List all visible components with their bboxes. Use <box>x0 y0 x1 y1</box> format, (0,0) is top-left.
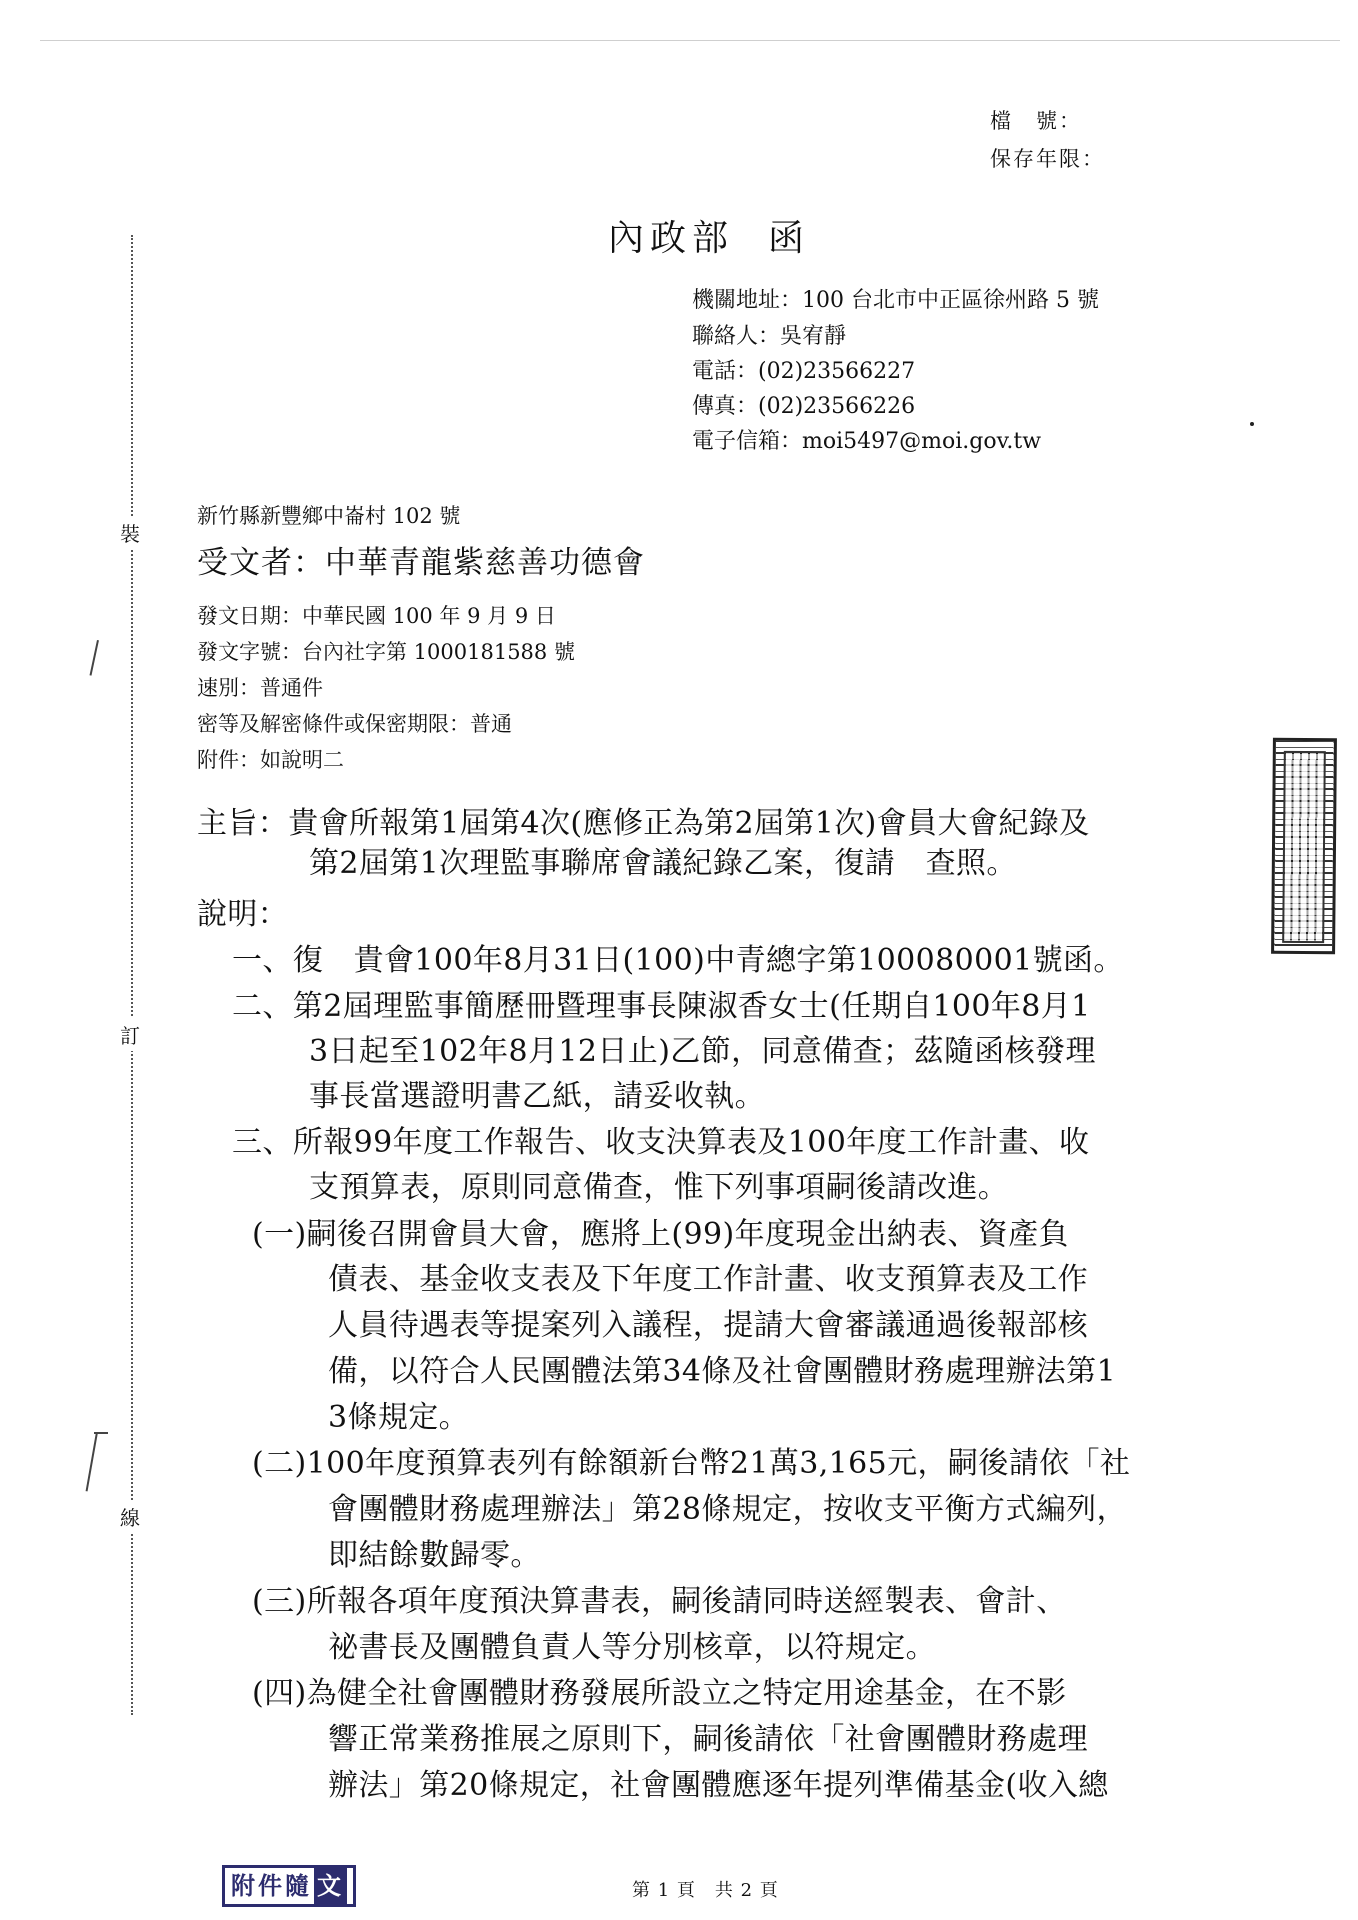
attachment-stamp-text: 附件隨 <box>231 1871 312 1900</box>
item-1: 一、復 貴會100年8月31日(100)中青總字第100080001號函。 <box>232 943 1124 978</box>
sub-item-4-line-1: (四)為健全社會團體財務發展所設立之特定用途基金，在不影 <box>252 1676 1067 1711</box>
agency-address: 機關地址：100 台北市中正區徐州路 5 號 <box>692 288 1099 313</box>
binding-mark-zhuang: 裝 <box>120 516 140 549</box>
document-type: 函 <box>768 218 811 259</box>
document-title <box>608 210 810 261</box>
page-number: 第 1 頁 共 2 頁 <box>632 1880 779 1901</box>
recipient-name: 受文者：中華青龍紫慈善功德會 <box>197 545 645 581</box>
sub-item-1-line-1: (一)嗣後召開會員大會，應將上(99)年度現金出納表、資產負 <box>252 1217 1069 1252</box>
binding-dotted-line <box>131 235 133 1715</box>
binding-mark-xian: 線 <box>120 1500 140 1533</box>
retention-period-label: 保存年限： <box>990 147 1105 171</box>
sub-item-4-line-3: 辦法」第20條規定，社會團體應逐年提列準備基金(收入總 <box>328 1768 1109 1803</box>
contact-email: 電子信箱：moi5497@moi.gov.tw <box>692 429 1042 454</box>
delivery-speed: 速別：普通件 <box>197 676 323 700</box>
explanation-label: 說明： <box>197 897 289 932</box>
sub-item-3-line-2: 祕書長及團體負責人等分別核章，以符規定。 <box>328 1630 936 1665</box>
sub-item-1-line-5: 3條規定。 <box>328 1400 470 1435</box>
file-number-label: 檔 號： <box>990 109 1082 133</box>
item-2-line-3: 事長當選證明書乙紙，請妥收執。 <box>309 1079 765 1114</box>
attachment-note: 附件：如說明二 <box>197 748 344 772</box>
item-2-line-1: 二、第2屆理監事簡歷冊暨理事長陳淑香女士(任期自100年8月1 <box>232 989 1091 1024</box>
speck <box>1250 422 1254 426</box>
document-number: 發文字號：台內社字第 1000181588 號 <box>197 640 575 664</box>
sub-item-2-line-1: (二)100年度預算表列有餘額新台幣21萬3,165元，嗣後請依「社 <box>252 1446 1131 1481</box>
scan-edge-line <box>40 40 1340 41</box>
sub-item-2-line-3: 即結餘數歸零。 <box>328 1538 541 1573</box>
item-3-line-2: 支預算表，原則同意備查，惟下列事項嗣後請改進。 <box>309 1170 1009 1205</box>
contact-person: 聯絡人：吳宥靜 <box>692 324 847 349</box>
subject-line-2: 第2屆第1次理監事聯席會議紀錄乙案，復請 查照。 <box>309 846 1017 881</box>
ministry-name: 內政部 <box>608 218 735 259</box>
classification-level: 密等及解密條件或保密期限：普通 <box>197 712 512 736</box>
sub-item-3-line-1: (三)所報各項年度預決算書表，嗣後請同時送經製表、會計、 <box>252 1584 1067 1619</box>
attachment-enclosed-stamp <box>222 1865 356 1907</box>
receipt-stamp <box>1271 738 1337 955</box>
contact-fax: 傳真：(02)23566226 <box>692 394 916 419</box>
sub-item-2-line-2: 會團體財務處理辦法」第28條規定，按收支平衡方式編列， <box>328 1492 1127 1527</box>
sub-item-1-line-3: 人員待遇表等提案列入議程，提請大會審議通過後報部核 <box>328 1308 1088 1343</box>
attachment-stamp-last-char: 文 <box>314 1868 347 1904</box>
contact-phone: 電話：(02)23566227 <box>692 359 916 384</box>
staple-mark <box>94 1432 108 1434</box>
sub-item-1-line-4: 備，以符合人民團體法第34條及社會團體財務處理辦法第1 <box>328 1354 1117 1389</box>
recipient-address: 新竹縣新豐鄉中崙村 102 號 <box>197 504 461 528</box>
staple-mark <box>90 640 99 676</box>
item-2-line-2: 3日起至102年8月12日止)乙節，同意備查；茲隨函核發理 <box>309 1034 1096 1069</box>
binding-mark-ding: 訂 <box>120 1018 140 1051</box>
sub-item-1-line-2: 債表、基金收支表及下年度工作計畫、收支預算表及工作 <box>328 1262 1088 1297</box>
item-3-line-1: 三、所報99年度工作報告、收支決算表及100年度工作計畫、收 <box>232 1125 1090 1160</box>
issue-date: 發文日期：中華民國 100 年 9 月 9 日 <box>197 604 556 628</box>
staple-mark <box>86 1432 98 1491</box>
sub-item-4-line-2: 響正常業務推展之原則下，嗣後請依「社會團體財務處理 <box>328 1722 1088 1757</box>
subject-line-1: 主旨：貴會所報第1屆第4次(應修正為第2屆第1次)會員大會紀錄及 <box>197 806 1090 841</box>
